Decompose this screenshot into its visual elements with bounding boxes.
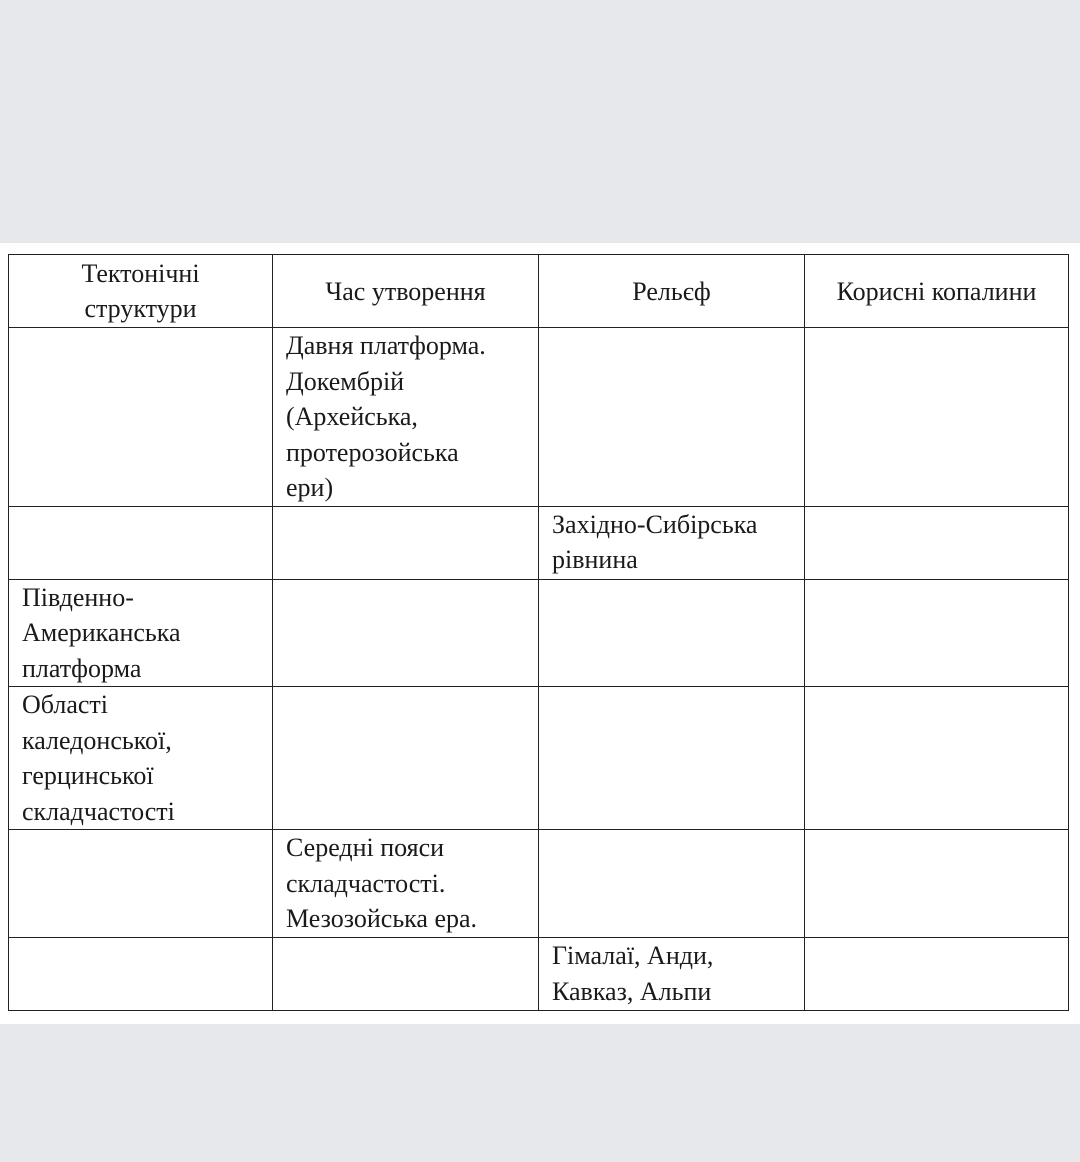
tectonic-structures-table: [8, 254, 1069, 1011]
table-row: [9, 830, 1069, 938]
document-page: [0, 243, 1080, 1024]
table-cell: [805, 687, 1069, 830]
table-cell: [539, 579, 805, 687]
table-cell: Давня платформа. Докембрій (Архейська, протерозойська ери): [273, 328, 539, 507]
table-row: [9, 579, 1069, 687]
table-cell: [273, 938, 539, 1011]
table-cell: [9, 506, 273, 579]
table-cell: [805, 328, 1069, 507]
table-cell: Середні пояси складчастості. Мезозойська ера.: [273, 830, 539, 938]
header-minerals: Корисні копалини: [805, 255, 1069, 328]
table-cell: [9, 328, 273, 507]
table-cell: Південно- Американська платформа: [9, 579, 273, 687]
table-header-row: [9, 255, 1069, 328]
table-row: [9, 938, 1069, 1011]
table-cell: Області каледонської, герцинської складчастості: [9, 687, 273, 830]
header-tectonic-structures: Тектонічні структури: [9, 255, 273, 328]
table-cell: [539, 830, 805, 938]
table-cell: [805, 830, 1069, 938]
table-cell: [273, 687, 539, 830]
table-row: [9, 328, 1069, 507]
table-cell: [539, 687, 805, 830]
table-cell: [539, 328, 805, 507]
table-cell: [9, 830, 273, 938]
table-cell: [805, 506, 1069, 579]
table-cell: Гімалаї, Анди, Кавказ, Альпи: [539, 938, 805, 1011]
table-cell: [9, 938, 273, 1011]
table-row: [9, 687, 1069, 830]
header-relief: Рельєф: [539, 255, 805, 328]
header-formation-time: Час утворення: [273, 255, 539, 328]
table-cell: [273, 579, 539, 687]
table-cell: [805, 579, 1069, 687]
table-cell: Західно-Сибірська рівнина: [539, 506, 805, 579]
table-row: [9, 506, 1069, 579]
table-cell: [805, 938, 1069, 1011]
table-cell: [273, 506, 539, 579]
